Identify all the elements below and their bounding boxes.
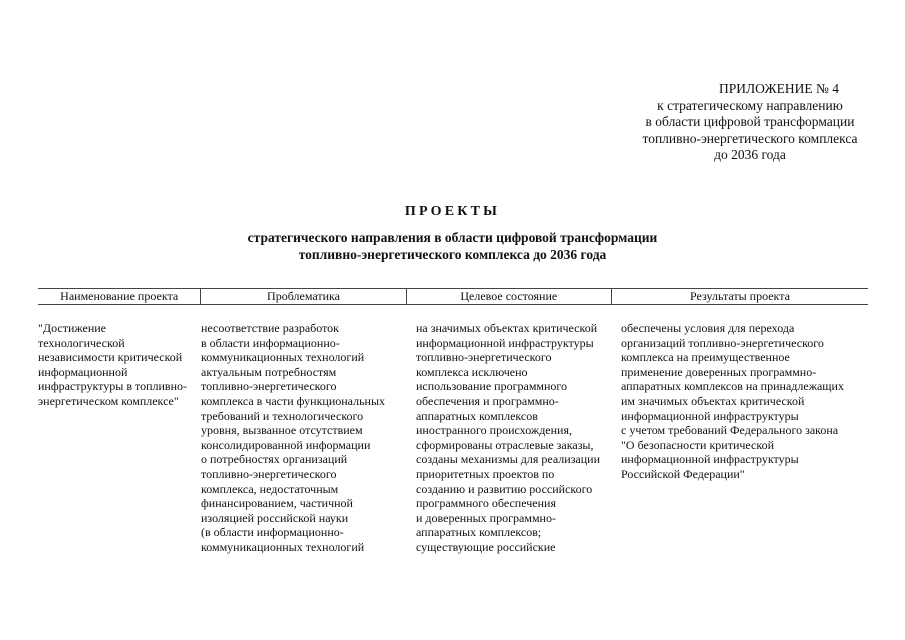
header-results: Результаты проекта — [690, 289, 790, 303]
appendix-block — [560, 81, 905, 164]
document-subtitle — [0, 229, 905, 263]
subtitle-line-1: стратегического направления в области цифровой трансформации — [247, 230, 658, 245]
cell-results: обеспечены условия для перехода организаций топливно-энергетического комплекса на преимущественное применение доверенных программно- аппаратных комплексов на принадлежащих им значимых объектах критической информационной инфраструктуры с учетом требований Федерального закона "О безопасности критической информационной инфраструктуры Российской Федерации" — [621, 321, 844, 481]
header-problem: Проблематика — [201, 289, 406, 304]
table-row — [38, 321, 868, 555]
cell-target-state: на значимых объектах критической информационной инфраструктуры топливно-энергетического комплекса исключено использование программного обеспечения и программно- аппаратных комплексов иностранного происхождения, сформированы отраслевые заказы, созданы механизмы для реализации приоритетных проектов по созданию и развитию российского программного обеспечения и доверенных программно- аппаратных комплексов; существующие российские — [416, 321, 601, 554]
appendix-line-2: к стратегическому направлению — [657, 97, 843, 113]
appendix-number: ПРИЛОЖЕНИЕ № 4 — [718, 81, 840, 96]
cell-project-name: "Достижение технологической независимости критической информационной инфраструктуры в топливно- энергетическом комплексе" — [38, 321, 187, 408]
header-project-name: Наименование проекта — [38, 289, 201, 304]
projects-table — [38, 288, 868, 555]
subtitle-line-2: топливно-энергетического комплекса до 2036 года — [298, 247, 607, 262]
cell-problem: несоответствие разработок в области информационно- коммуникационных технологий актуальным потребностям топливно-энергетического комплекса в части функциональных требований и технологического уровня, вызванное отсутствием консолидированной информации о потребностях организаций топливно-энергетического комплекса, недостаточным финансированием, частичной изоляцией российской науки (в области информационно- коммуникационных технологий — [201, 321, 386, 554]
appendix-line-4: топливно-энергетического комплекса — [642, 130, 858, 146]
header-target-state: Целевое состояние — [407, 289, 612, 304]
appendix-line-5: до 2036 года — [714, 147, 786, 162]
document-title: ПРОЕКТЫ — [404, 204, 501, 219]
appendix-line-3: в области цифровой трансформации — [645, 114, 855, 129]
table-header-row — [38, 288, 868, 305]
